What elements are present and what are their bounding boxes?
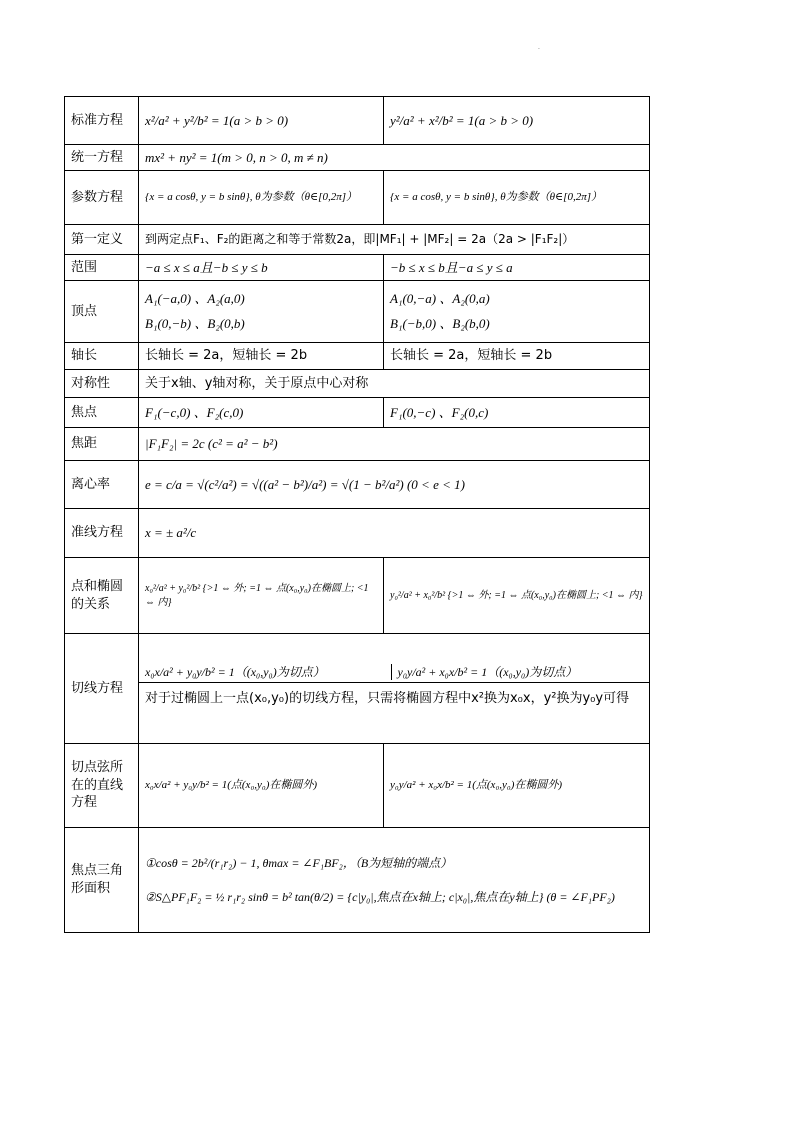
formula-cell: 长轴长 = 2a，短轴长 = 2b bbox=[384, 343, 650, 370]
table-row bbox=[65, 744, 650, 828]
vertex-line: A₁(−a,0) 、A₂(a,0) bbox=[145, 290, 245, 306]
row-label: 范围 bbox=[65, 255, 139, 281]
vertex-cell bbox=[384, 281, 650, 343]
row-label: 轴长 bbox=[65, 343, 139, 370]
row-label: 参数方程 bbox=[65, 171, 139, 225]
formula-cell: e = c/a = √(c²/a²) = √((a² − b²)/a²) = √(1 − b²/a²) (0 < e < 1) bbox=[139, 461, 650, 509]
formula-cell: 长轴长 = 2a，短轴长 = 2b bbox=[139, 343, 384, 370]
formula-cell: −b ≤ x ≤ b且−a ≤ y ≤ a bbox=[384, 255, 650, 281]
row-label: 点和椭圆的关系 bbox=[65, 558, 139, 634]
area-line: ②S△PF₁F₂ = ½ r₁r₂ sinθ = b² tan(θ/2) = {c|y₀|,焦点在x轴上; c|x₀|,焦点在y轴上} (θ = ∠F₁PF₂) bbox=[145, 890, 615, 904]
formula-cell: y₀²/a² + x₀²/b² {>1 ⇔ 外; =1 ⇔ 点(x₀,y₀)在椭圆上; <1 ⇔ 内} bbox=[384, 558, 650, 634]
row-label: 切线方程 bbox=[65, 634, 139, 744]
row-label: 统一方程 bbox=[65, 145, 139, 171]
vertex-line: A₁(0,−a) 、A₂(0,a) bbox=[390, 290, 490, 306]
tangent-formulas bbox=[139, 662, 649, 683]
tangent-block bbox=[139, 662, 649, 716]
row-label: 第一定义 bbox=[65, 225, 139, 255]
formula-cell: x = ± a²/c bbox=[139, 509, 650, 558]
page-marker: · bbox=[538, 46, 540, 53]
table-row bbox=[65, 145, 650, 171]
formula-cell: F₁(−c,0) 、F₂(c,0) bbox=[139, 398, 384, 428]
table-row bbox=[65, 461, 650, 509]
area-cell bbox=[139, 828, 650, 933]
row-label: 顶点 bbox=[65, 281, 139, 343]
formula-cell: x₀²/a² + y₀²/b² {>1 ⇔ 外; =1 ⇔ 点(x₀,y₀)在椭圆上; <1 ⇔ 内} bbox=[139, 558, 384, 634]
table-row bbox=[65, 558, 650, 634]
vertex-line: B₁(0,−b) 、B₂(0,b) bbox=[145, 315, 245, 331]
definition-cell: 到两定点F₁、F₂的距离之和等于常数2a，即|MF₁| + |MF₂| = 2a（2a > |F₁F₂|） bbox=[139, 225, 650, 255]
table-row bbox=[65, 97, 650, 145]
formula-cell: mx² + ny² = 1(m > 0, n > 0, m ≠ n) bbox=[139, 145, 650, 171]
tangent-cell bbox=[139, 634, 650, 744]
formula-cell: y₀y/a² + x₀x/b² = 1(点(x₀,y₀)在椭圆外) bbox=[384, 744, 650, 828]
row-label: 离心率 bbox=[65, 461, 139, 509]
row-label: 切点弦所在的直线方程 bbox=[65, 744, 139, 828]
table-row bbox=[65, 398, 650, 428]
formula-cell: x₀x/a² + y₀y/b² = 1（(x₀,y₀)为切点） bbox=[145, 664, 325, 679]
formula-cell: {x = a cosθ, y = b sinθ}, θ为参数（θ∈[0,2π]） bbox=[384, 171, 650, 225]
row-label: 焦点 bbox=[65, 398, 139, 428]
area-line: ①cosθ = 2b²/(r₁r₂) − 1, θmax = ∠F₁BF₂，（B为短轴的端点） bbox=[145, 855, 453, 870]
formula-cell: |F₁F₂| = 2c (c² = a² − b²) bbox=[139, 428, 650, 461]
table-row bbox=[65, 828, 650, 933]
row-label: 焦距 bbox=[65, 428, 139, 461]
tangent-note: 对于过椭圆上一点(x₀,y₀)的切线方程，只需将椭圆方程中x²换为x₀x，y²换为y₀y可得 bbox=[145, 690, 630, 706]
table-row bbox=[65, 428, 650, 461]
row-label: 焦点三角形面积 bbox=[65, 828, 139, 933]
formula-cell: y₀y/a² + x₀x/b² = 1（(x₀,y₀)为切点） bbox=[391, 664, 644, 680]
text-cell: 关于x轴、y轴对称，关于原点中心对称 bbox=[139, 370, 650, 398]
vertex-line: B₁(−b,0) 、B₂(b,0) bbox=[390, 315, 490, 331]
table-row bbox=[65, 281, 650, 343]
formula-cell: x²/a² + y²/b² = 1(a > b > 0) bbox=[139, 97, 384, 145]
table-row bbox=[65, 634, 650, 744]
table-row bbox=[65, 509, 650, 558]
vertex-cell bbox=[139, 281, 384, 343]
row-label: 标准方程 bbox=[65, 97, 139, 145]
row-label: 对称性 bbox=[65, 370, 139, 398]
formula-cell: F₁(0,−c) 、F₂(0,c) bbox=[384, 398, 650, 428]
formula-cell: −a ≤ x ≤ a且−b ≤ y ≤ b bbox=[139, 255, 384, 281]
table-row bbox=[65, 225, 650, 255]
formula-cell: x₀x/a² + y₀y/b² = 1(点(x₀,y₀)在椭圆外) bbox=[139, 744, 384, 828]
row-label: 准线方程 bbox=[65, 509, 139, 558]
table-row bbox=[65, 171, 650, 225]
ellipse-properties-table bbox=[64, 96, 650, 933]
table-row bbox=[65, 255, 650, 281]
formula-cell: y²/a² + x²/b² = 1(a > b > 0) bbox=[384, 97, 650, 145]
formula-cell: {x = a cosθ, y = b sinθ}, θ为参数（θ∈[0,2π]） bbox=[139, 171, 384, 225]
table-row bbox=[65, 370, 650, 398]
table-row bbox=[65, 343, 650, 370]
